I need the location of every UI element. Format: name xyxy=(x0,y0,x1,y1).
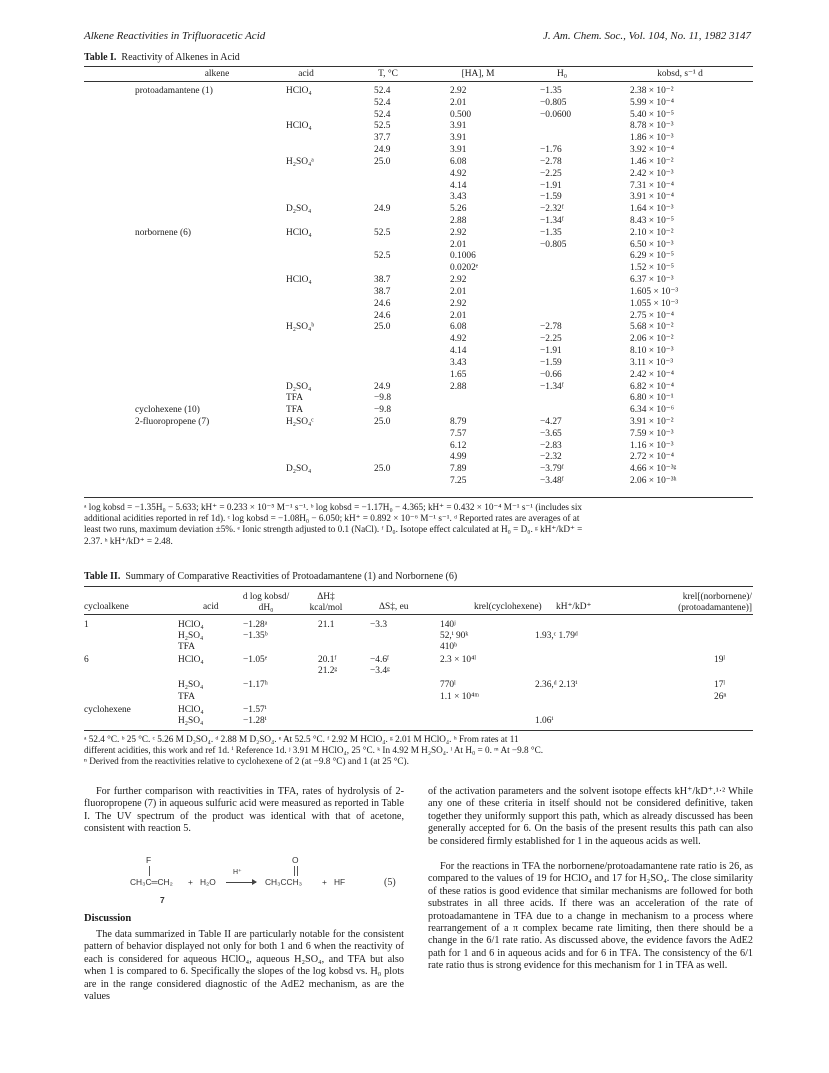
table1-cell: 3.43 xyxy=(450,192,467,203)
table1-cell: 2.10 × 10⁻² xyxy=(630,227,674,238)
table1-cell: 5.68 × 10⁻² xyxy=(630,322,674,333)
scheme-product: CH₃CCH₃ xyxy=(265,877,303,887)
table1-cell: 4.14 xyxy=(450,180,467,191)
table1-cell: 3.91 × 10⁻² xyxy=(630,416,674,427)
table1-cell: −4.27 xyxy=(540,416,562,427)
table1-cell: 1.16 × 10⁻³ xyxy=(630,440,674,451)
table1-cell: 2.92 xyxy=(450,227,467,238)
table1-footnote: ᵃ log kobsd = −1.35H₀ − 5.633; kH⁺ = 0.233 × 10⁻⁵ M⁻¹ s⁻¹. ᵇ log kobsd = −1.17H₀ − 4.365; kH⁺ = 0.432 × 10⁻⁴ M⁻¹ s⁻¹ (includes six xyxy=(84,502,583,512)
table1-cell: 0.500 xyxy=(450,109,472,120)
table1-cell: 37.7 xyxy=(374,133,391,144)
running-header-left: Alkene Reactivities in Trifluoracetic Acid xyxy=(84,30,266,42)
table2-cell: 21.1 xyxy=(318,620,335,630)
table1-cell: 2.92 xyxy=(450,298,467,309)
table2-col-header: ΔH‡ kcal/mol xyxy=(309,592,343,613)
table1-col-header: acid xyxy=(298,69,314,79)
table2-cell: H₂SO₄ xyxy=(178,716,204,726)
table1-cell: 6.37 × 10⁻³ xyxy=(630,275,674,286)
scheme-fluorine: F xyxy=(146,855,152,865)
table2-cell: HClO₄ xyxy=(178,620,204,630)
table2-col-header: d log kobsd/ dH₀ xyxy=(242,592,290,613)
table1-cell: 1.605 × 10⁻³ xyxy=(630,286,679,297)
table2-cell: 52,ⁱ 90ᵏ xyxy=(440,631,469,641)
table1-cell: 3.91 xyxy=(450,145,467,156)
table1-col-header: H₀ xyxy=(556,69,568,79)
table1-cell: −9.8 xyxy=(374,393,392,404)
table1-cell: H₂SO₄ᵇ xyxy=(286,322,315,333)
table1-cell: −2.25 xyxy=(540,168,562,179)
table2-cell: 2.36,ᵈ 2.13ⁱ xyxy=(535,680,578,690)
table1-cell: H₂SO₄ᶜ xyxy=(286,416,314,427)
table1-cell: −3.65 xyxy=(540,428,562,439)
table2-cell: 26ⁿ xyxy=(714,692,727,702)
table1-cell: 6.12 xyxy=(450,440,467,451)
scheme-compound-label: 7 xyxy=(160,895,165,905)
left-para-2: The data summarized in Table II are particularly notable for the consistent pattern of behavior displayed not only for both 1 and 6 when the reactivity of each is considered for aqueous HClO₄, aqueous H₂SO₄, and TFA but also when 1 is compared to 6. Specifically the slopes of the log kobsd vs. H₀ plots are in the range considered diagnostic of the AdE2 mechanism, as are the values xyxy=(84,929,404,1003)
table1-caption xyxy=(84,52,240,63)
table1-cell: 52.4 xyxy=(374,109,391,120)
table1-footnote: additional acidities reported in ref 1d). ᶜ log kobsd = −1.08H₀ − 6.050; kH⁺ = 0.892 × 10⁻⁶ M⁻¹ s⁻¹. ᵈ Reported rates are averages of at xyxy=(84,513,580,524)
table1-cell: −2.32 xyxy=(540,452,562,463)
table1-cell: TFA xyxy=(286,393,304,404)
table2-cell: 1 xyxy=(84,620,89,630)
table2-footnote: ⁿ Derived from the reactivities relative to cyclohexene of 2 (at −9.8 °C) and 1 (at 25 °C). xyxy=(84,756,409,767)
table1-cell: 6.50 × 10⁻³ xyxy=(630,239,674,250)
table1-cell: 4.92 xyxy=(450,334,467,345)
scheme-hf: HF xyxy=(334,877,346,887)
table1-col-header: kobsd, s⁻¹ d xyxy=(657,69,703,79)
table1-cell: −1.34ᶠ xyxy=(540,381,564,392)
table2-cell: TFA xyxy=(178,642,196,652)
table1-cell: D₂SO₄ xyxy=(286,381,312,392)
table2-cell: −1.28ᵃ xyxy=(243,620,268,630)
table2-cell: HClO₄ xyxy=(178,655,204,665)
table2-cell: 140ʲ xyxy=(440,620,456,630)
table2-cell: −1.28ⁱ xyxy=(243,716,267,726)
table1-cell: −0.805 xyxy=(540,239,567,250)
table1-footnote: least two runs, maximum deviation ±5%. ᵉ Ionic strength adjusted to 0.1 (NaCl). ᶠ D₀. Isotope effect calculated at H₀ = D₀. ᵍ kH⁺/kD⁺ = xyxy=(84,524,583,535)
table1-cell: 4.99 xyxy=(450,452,467,463)
left-para-1: For further comparison with reactivities in TFA, rates of hydrolysis of 2-fluoropropene (7) in aqueous sulfuric acid were measured as reported in Table I. The UV spectrum of the product was identical with that of acetone, consistent with reaction 5. xyxy=(84,786,404,835)
table1-footnote: 2.37. ʰ kH⁺/kD⁺ = 2.48. xyxy=(84,535,173,546)
table1-cell: −1.59 xyxy=(540,192,562,203)
table1-cell: 1.65 xyxy=(450,369,467,380)
scheme-bond-o1 xyxy=(294,866,295,876)
table1-cell: HClO₄ xyxy=(286,121,312,132)
table2-cell: −3.3 xyxy=(370,620,388,630)
table1-col-header: [HA], M xyxy=(461,69,495,79)
table1-cell: 3.91 × 10⁻⁴ xyxy=(630,192,674,203)
table1-cell: 2.42 × 10⁻³ xyxy=(630,168,674,179)
table1-cell: 2.88 xyxy=(450,381,467,392)
table1-cell: HClO₄ xyxy=(286,227,312,238)
table2-cell: 1.93,ᶜ 1.79ᵈ xyxy=(535,631,578,641)
table1-header-rule xyxy=(84,81,753,82)
table1-cell: 0.0202ᵉ xyxy=(450,263,479,274)
table1-cell: −2.32ᶠ xyxy=(540,204,564,215)
table1-cell: −2.25 xyxy=(540,334,562,345)
table1-cell: 7.59 × 10⁻³ xyxy=(630,428,674,439)
table2-cell: −1.17ʰ xyxy=(243,680,268,690)
table2-cell: −1.05ᵉ xyxy=(243,655,268,665)
table1-cell: 3.91 xyxy=(450,121,467,132)
table1-cell: 8.43 × 10⁻⁵ xyxy=(630,216,674,227)
scheme-reactant: CH₃C═CH₂ xyxy=(130,877,173,887)
table1-cell: HClO₄ xyxy=(286,86,312,96)
table1-cell: 8.78 × 10⁻³ xyxy=(630,121,674,132)
scheme-plus-1: + xyxy=(188,877,193,887)
table1-bottom-rule xyxy=(84,497,753,498)
table1-cell: 6.34 × 10⁻⁶ xyxy=(630,405,674,416)
table2-cell: −3.4ᵍ xyxy=(370,666,390,676)
table1-cell: TFA xyxy=(286,405,304,416)
table1-cell: −1.91 xyxy=(540,346,562,357)
table1-cell: 0.1006 xyxy=(450,251,476,262)
table1-cell: −1.34ᶠ xyxy=(540,216,564,227)
table2-caption-text: Summary of Comparative Reactivities of Protoadamantene (1) and Norbornene (6) xyxy=(125,571,458,582)
table1-cell: 52.5 xyxy=(374,251,391,262)
table1-cell: 25.0 xyxy=(374,156,391,167)
table1-cell: 2.01 xyxy=(450,310,467,321)
table1-cell: 6.82 × 10⁻⁴ xyxy=(630,381,674,392)
table1-cell: 1.52 × 10⁻⁵ xyxy=(630,263,674,274)
table1-cell: protoadamantene (1) xyxy=(135,86,213,96)
table1-cell: 6.08 xyxy=(450,156,467,167)
table1-cell: 8.10 × 10⁻³ xyxy=(630,346,674,357)
table1-cell: 1.86 × 10⁻³ xyxy=(630,133,674,144)
table1-cell: 2-fluoropropene (7) xyxy=(135,416,210,427)
table1-cell: 2.01 xyxy=(450,286,467,297)
table2-cell: −1.35ᵇ xyxy=(243,631,268,641)
scheme-plus-2: + xyxy=(322,877,327,887)
table1-cell: −0.66 xyxy=(540,369,562,380)
table1-cell: −2.78 xyxy=(540,322,562,333)
table1-cell: −0.805 xyxy=(540,97,567,108)
table1-cell: 6.29 × 10⁻⁵ xyxy=(630,251,674,262)
scheme-water: H₂O xyxy=(200,877,216,887)
table2-cell: 19ˡ xyxy=(714,655,725,665)
table1-cell: 7.89 xyxy=(450,464,467,475)
table1-cell: −1.35 xyxy=(540,227,562,238)
table1-cell: 2.06 × 10⁻³ʰ xyxy=(630,476,677,487)
table2-col-header: acid xyxy=(203,602,219,612)
table2-cell: 21.2ᵍ xyxy=(318,666,338,676)
table2-cell: 17ˡ xyxy=(714,680,725,690)
table2-col-header: ΔS‡, eu xyxy=(379,602,409,612)
scheme-bond-f xyxy=(149,866,150,876)
table1-cell: 2.92 xyxy=(450,86,467,96)
table1-cell: 52.5 xyxy=(374,227,391,238)
table1-cell: 2.72 × 10⁻⁴ xyxy=(630,452,674,463)
table2-cell: TFA xyxy=(178,692,196,702)
table1-cell: 8.79 xyxy=(450,416,467,427)
scheme-catalyst: H⁺ xyxy=(233,869,242,876)
table1-cell: −1.91 xyxy=(540,180,562,191)
table1-cell: 24.9 xyxy=(374,145,391,156)
table2-cell: −1.57ⁱ xyxy=(243,705,267,715)
table2-cell: 20.1ᶠ xyxy=(318,655,337,665)
scheme-oxygen: O xyxy=(292,855,299,865)
table2-cell: 1.1 × 10⁴ᵐ xyxy=(440,692,479,702)
table1-cell: 7.31 × 10⁻⁴ xyxy=(630,180,674,191)
scheme-equation-number: (5) xyxy=(384,877,396,888)
table2-col-header: cycloalkene xyxy=(84,602,129,612)
table1-top-rule xyxy=(84,66,753,67)
table2-col-header: krel[(norbornene)/ (protoadamantene)] xyxy=(678,592,752,613)
table1-col-header: T, °C xyxy=(378,69,398,79)
table1-cell: −0.0600 xyxy=(540,109,572,120)
table1-cell: 24.9 xyxy=(374,381,391,392)
table2-col-header: kH⁺/kD⁺ xyxy=(556,602,592,612)
table1-cell: 24.6 xyxy=(374,310,391,321)
table1-cell: −2.83 xyxy=(540,440,562,451)
table1-col-header: alkene xyxy=(204,69,230,79)
right-para-2: For the reactions in TFA the norbornene/protoadamantene rate ratio is 26, as compared to the values of 19 for HClO₄ and 17 for H₂SO₄. The close similarity of these ratios is good evidence that similar mechanisms are followed for both substrates in all three acids. If there was an acceleration of the rate of protoadamantene in TFA due to a change in mechanism to a process where rearrangement of a π complex became rate limiting, then there should be a change in the 6/1 rate ratio. As discussed above, the evidence favors the AdE2 path for 1 and 6 in aqueous acids and for 6 in TFA. The consistency of the 6/1 rate ratio thus is strong evidence for this mechanism for 1 in TFA as well. xyxy=(428,861,753,972)
table1-cell: 24.9 xyxy=(374,204,391,215)
table1-cell: cyclohexene (10) xyxy=(135,405,200,416)
right-para-1: of the activation parameters and the solvent isotope effects kH⁺/kD⁺.¹·² While any one of these criteria in itself should not be considered definitive, taken together they uniformly support this path, which as already discussed has been generally accepted for 6. On the basis of the present results this path can also be considered firmly established for 1 in the aqueous acids as well. xyxy=(428,786,753,847)
table2-cell: cyclohexene xyxy=(84,705,131,715)
table1-cell: 2.75 × 10⁻⁴ xyxy=(630,310,674,321)
table1-cell: 2.01 xyxy=(450,97,467,108)
table1-cell: 1.055 × 10⁻³ xyxy=(630,298,679,309)
table1-cell: 4.14 xyxy=(450,346,467,357)
table1-cell: 2.88 xyxy=(450,216,467,227)
table1-cell: 5.26 xyxy=(450,204,467,215)
table2-cell: H₂SO₄ xyxy=(178,680,204,690)
table2-top-rule xyxy=(84,586,753,587)
table1-cell: 1.64 × 10⁻³ xyxy=(630,204,674,215)
table1-cell: H₂SO₄ᵃ xyxy=(286,156,314,167)
table1-cell: norbornene (6) xyxy=(135,227,191,238)
table1-cell: 7.25 xyxy=(450,476,467,487)
table1-caption-label: Table I. xyxy=(84,52,117,63)
table2-caption xyxy=(84,571,457,582)
table1-cell: 2.38 × 10⁻² xyxy=(630,86,674,96)
table1-cell: 38.7 xyxy=(374,286,391,297)
table1-cell: 52.5 xyxy=(374,121,391,132)
table1-cell: 3.92 × 10⁻⁴ xyxy=(630,145,674,156)
table1-cell: −3.79ᶠ xyxy=(540,464,564,475)
running-header-right xyxy=(543,30,751,42)
table1-cell: −9.8 xyxy=(374,405,392,416)
table1-cell: −1.35 xyxy=(540,86,562,96)
table2-cell: HClO₄ xyxy=(178,705,204,715)
table1-cell: D₂SO₄ xyxy=(286,204,312,215)
table1-cell: −1.76 xyxy=(540,145,562,156)
table2-col-header: krel(cyclohexene) xyxy=(474,602,542,612)
table1-cell: −1.59 xyxy=(540,357,562,368)
table1-cell: 24.6 xyxy=(374,298,391,309)
table1-cell: 52.4 xyxy=(374,97,391,108)
table1-cell: 2.92 xyxy=(450,275,467,286)
table1-cell: 6.08 xyxy=(450,322,467,333)
table2-cell: 2.3 × 10⁴ˡ xyxy=(440,655,476,665)
table1-cell: −2.78 xyxy=(540,156,562,167)
journal-citation: J. Am. Chem. Soc., Vol. 104, No. 11, 1982 3147 xyxy=(543,30,751,42)
table1-cell: 4.92 xyxy=(450,168,467,179)
table1-cell: 25.0 xyxy=(374,464,391,475)
arrow-head-icon xyxy=(252,879,257,885)
table1-cell: 1.46 × 10⁻² xyxy=(630,156,674,167)
table2-header-rule xyxy=(84,614,753,615)
table1-cell: 25.0 xyxy=(374,322,391,333)
table1-cell: 3.91 xyxy=(450,133,467,144)
table2-cell: 1.06ⁱ xyxy=(535,716,554,726)
table1-cell: 5.99 × 10⁻⁴ xyxy=(630,97,674,108)
table1-cell: 4.66 × 10⁻³ᵍ xyxy=(630,464,677,475)
table2-cell: 410ᵇ xyxy=(440,642,457,652)
table2-cell: H₂SO₄ xyxy=(178,631,204,641)
table2-caption-label: Table II. xyxy=(84,571,121,582)
table2-footnote: ᵃ 52.4 °C. ᵇ 25 °C. ᶜ 5.26 M D₂SO₄. ᵈ 2.88 M D₂SO₄. ᵉ At 52.5 °C. ᶠ 2.92 M HClO₄. ᵍ 2.01 M HClO₄. ʰ From rates at 11 xyxy=(84,734,519,744)
table1-cell: 2.06 × 10⁻² xyxy=(630,334,674,345)
table1-cell: 7.57 xyxy=(450,428,467,439)
table1-cell: 3.11 × 10⁻³ xyxy=(630,357,674,368)
scheme-bond-o2 xyxy=(297,866,298,876)
table1-cell: 52.4 xyxy=(374,86,391,96)
table1-cell: HClO₄ xyxy=(286,275,312,286)
table1-cell: 6.80 × 10⁻¹ xyxy=(630,393,674,404)
table1-cell: 25.0 xyxy=(374,416,391,427)
table1-cell: 2.01 xyxy=(450,239,467,250)
table2-cell: 770ˡ xyxy=(440,680,456,690)
table2-footnote: different acidities, this work and ref 1d. ⁱ Reference 1d. ʲ 3.91 M HClO₄, 25 °C. ᵏ In 4.92 M H₂SO₄. ˡ At H₀ = 0. ᵐ At −9.8 °C. xyxy=(84,745,543,756)
table1-cell: 38.7 xyxy=(374,275,391,286)
table2-cell: −4.6ᶠ xyxy=(370,655,389,665)
table1-cell: 2.42 × 10⁻⁴ xyxy=(630,369,674,380)
table2-bottom-rule xyxy=(84,730,753,731)
table2-cell: 6 xyxy=(84,655,89,665)
reaction-scheme-5 xyxy=(130,855,400,910)
discussion-heading: Discussion xyxy=(84,913,132,924)
table1-caption-text: Reactivity of Alkenes in Acid xyxy=(121,52,240,63)
table1-cell: 5.40 × 10⁻⁵ xyxy=(630,109,674,120)
table1-cell: D₂SO₄ xyxy=(286,464,312,475)
table1-cell: 3.43 xyxy=(450,357,467,368)
table1-cell: −3.48ᶠ xyxy=(540,476,564,487)
